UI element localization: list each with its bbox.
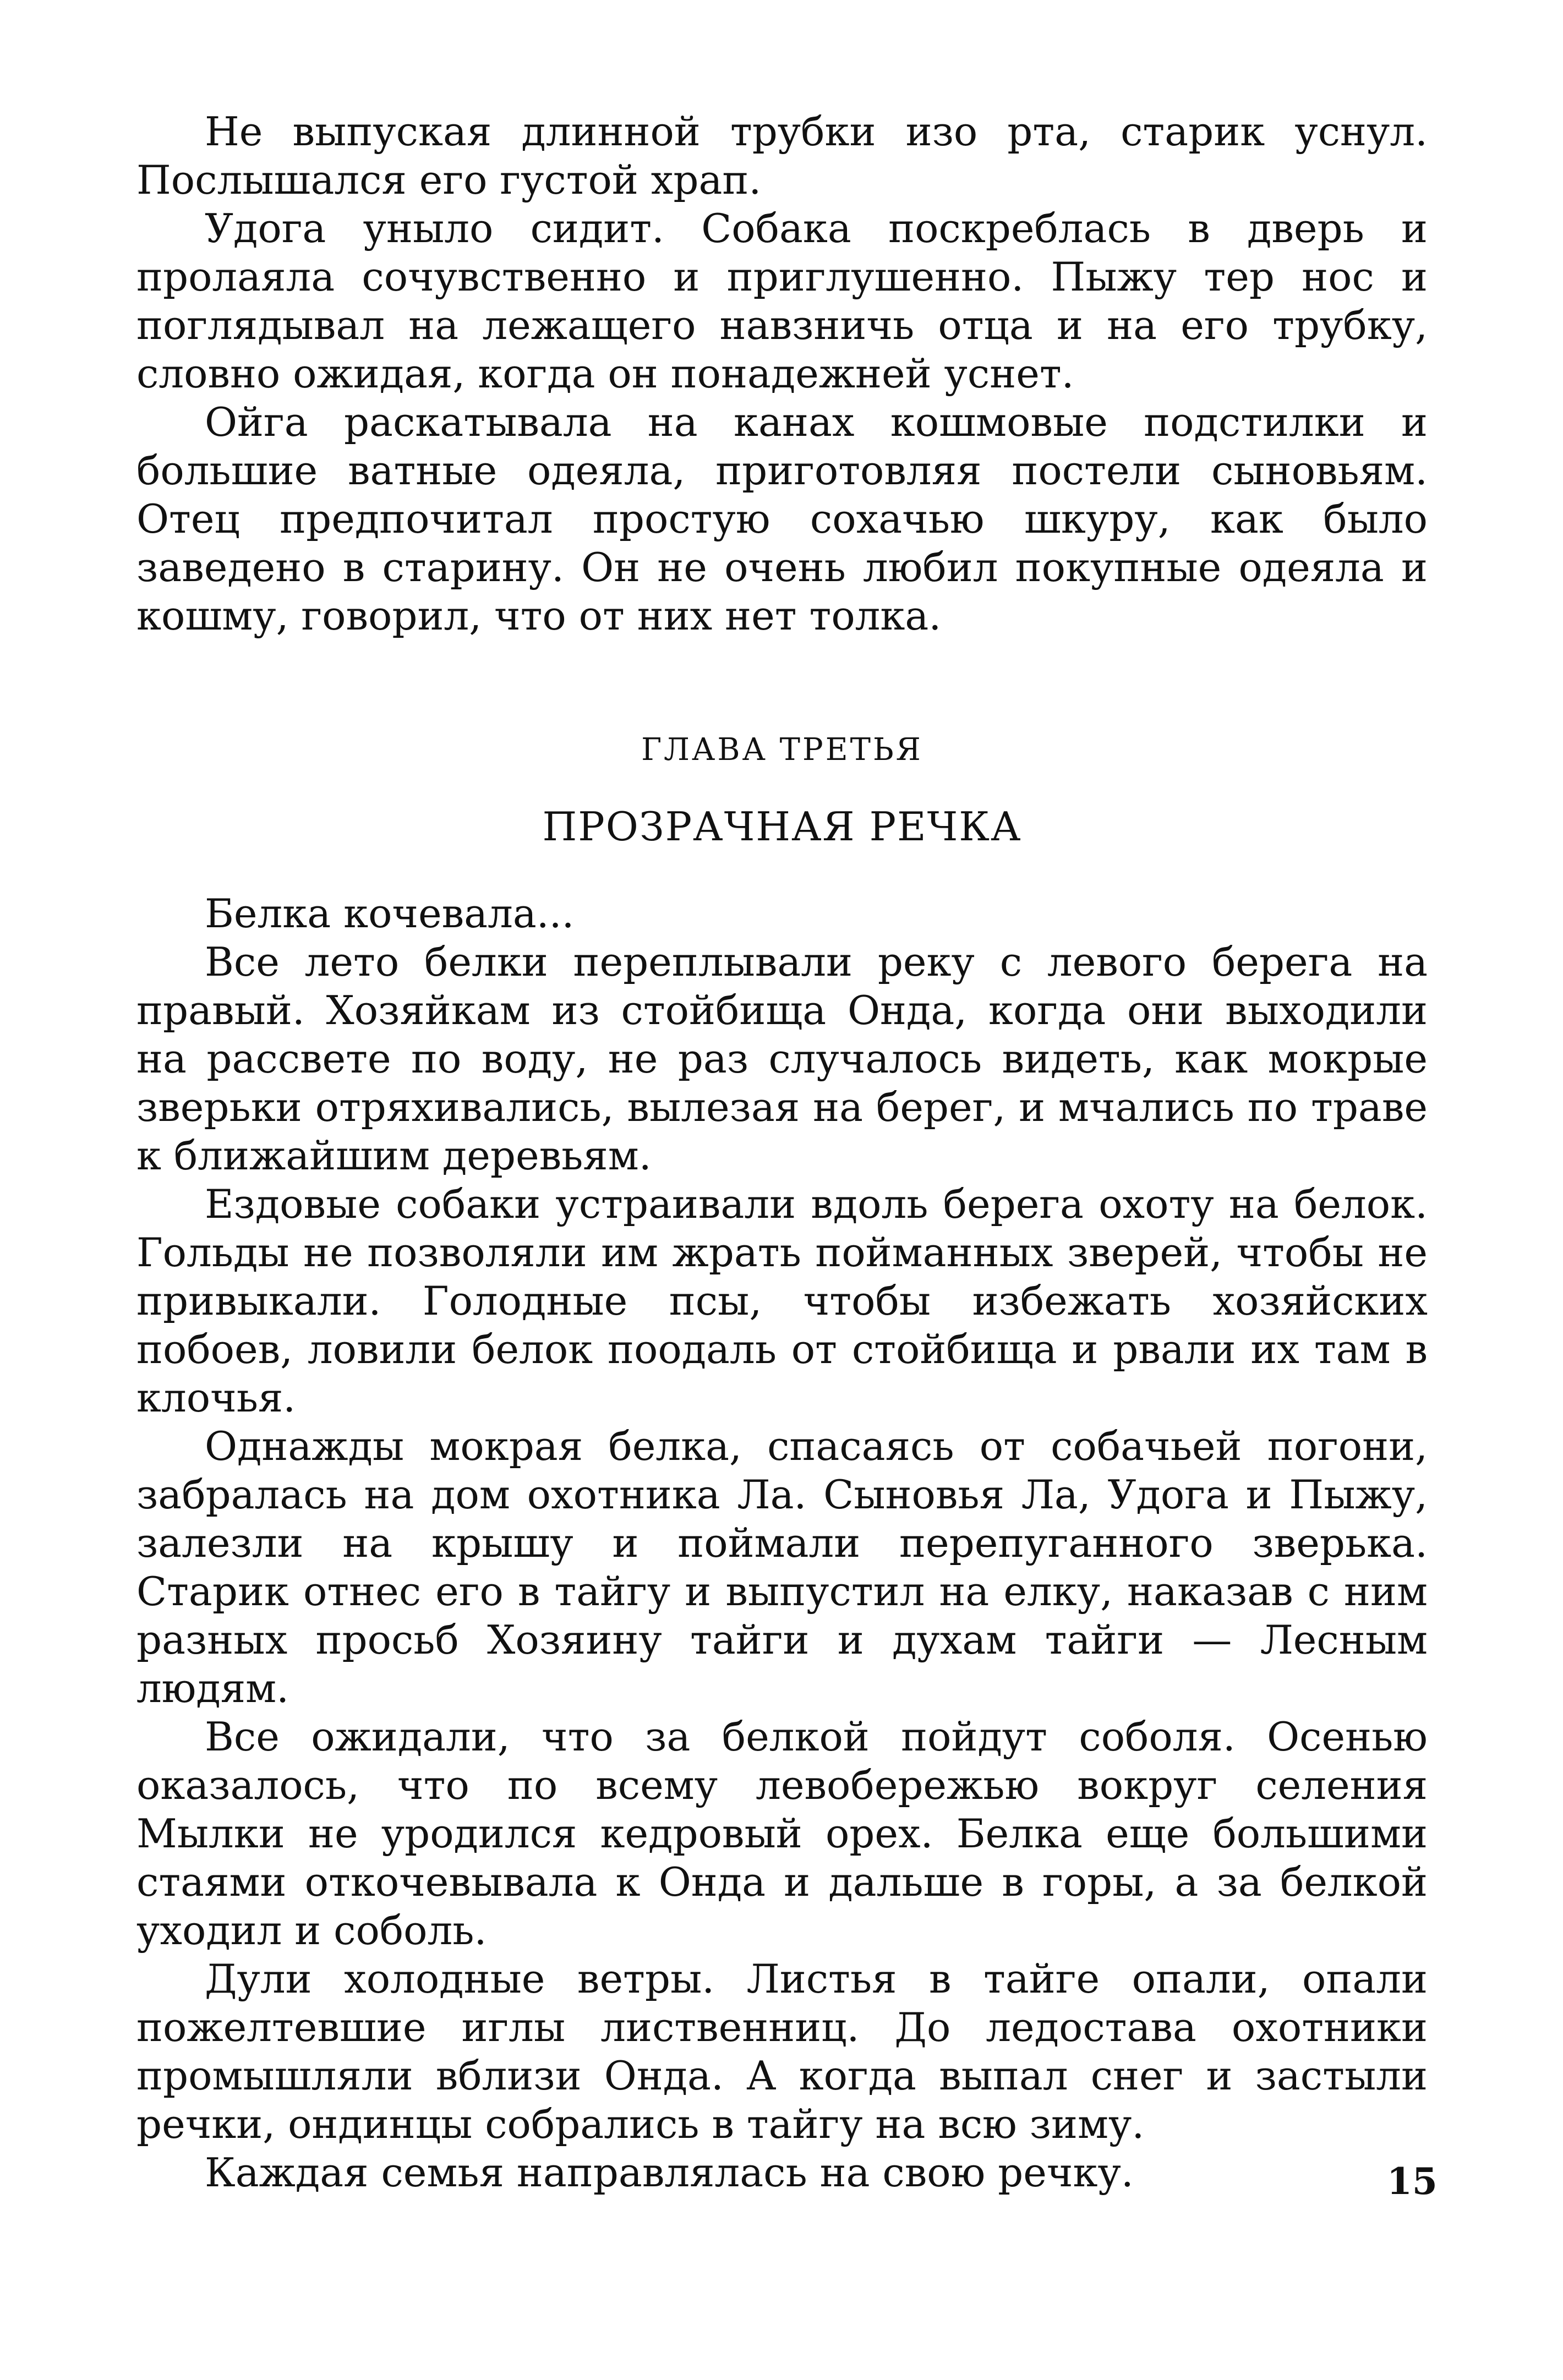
paragraph: Ойга раскатывала на канах кошмовые подстилки и большие ватные одеяла, приготовляя постели сыновьям. Отец предпочитал простую сохачью шкуру, как было заведено в старину. Он не очень любил покупные одеяла и кошму, говорил, что от них нет толка. (136, 399, 1428, 639)
paragraph: Дули холодные ветры. Листья в тайге опали, опали пожелтевшие иглы лиственниц. До ледостава охотники промышляли вблизи Онда. А когда выпал снег и застыли речки, ондинцы собрались в тайгу на всю зиму. (136, 1956, 1428, 2147)
page-body (136, 107, 1428, 2197)
chapter-label: ГЛАВА ТРЕТЬЯ (641, 732, 923, 768)
page-number: 15 (1387, 2160, 1438, 2203)
paragraph: Белка кочевала... (205, 890, 575, 937)
paragraph: Не выпуская длинной трубки изо рта, старик уснул. Послышался его густой храп. (136, 108, 1428, 203)
paragraph: Однажды мокрая белка, спасаясь от собачьей погони, забралась на дом охотника Ла. Сыновья Ла, Удога и Пыжу, залезли на крышу и поймали перепуганного зверька. Старик отнес его в тайгу и выпустил на елку, наказав с ним разных просьб Хозяину тайги и духам тайги — Лесным людям. (136, 1423, 1428, 1711)
paragraph: Ездовые собаки устраивали вдоль берега охоту на белок. Гольды не позволяли им жрать пойманных зверей, чтобы не привыкали. Голодные псы, чтобы избежать хозяйских побоев, ловили белок поодаль от стойбища и рвали их там в клочья. (136, 1181, 1428, 1421)
paragraph: Удога уныло сидит. Собака поскреблась в дверь и пролаяла сочувственно и приглушенно. Пыжу тер нос и поглядывал на лежащего навзничь отца и на его трубку, словно ожидая, когда он понадежней уснет. (136, 205, 1428, 397)
chapter-title: ПРОЗРАЧНАЯ РЕЧКА (542, 803, 1022, 850)
paragraph: Все лето белки переплывали реку с левого берега на правый. Хозяйкам из стойбища Онда, когда они выходили на рассвете по воду, не раз случалось видеть, как мокрые зверьки отряхивались, вылезая на берег, и мчались по траве к ближайшим деревьям. (136, 939, 1428, 1179)
paragraph: Все ожидали, что за белкой пойдут соболя. Осенью оказалось, что по всему левобережью вокруг селения Мылки не уродился кедровый орех. Белка еще большими стаями откочевывала к Онда и дальше в горы, а за белкой уходил и соболь. (136, 1714, 1428, 1954)
paragraph: Каждая семья направлялась на свою речку. (205, 2149, 1134, 2196)
chapter-heading (136, 731, 1428, 851)
